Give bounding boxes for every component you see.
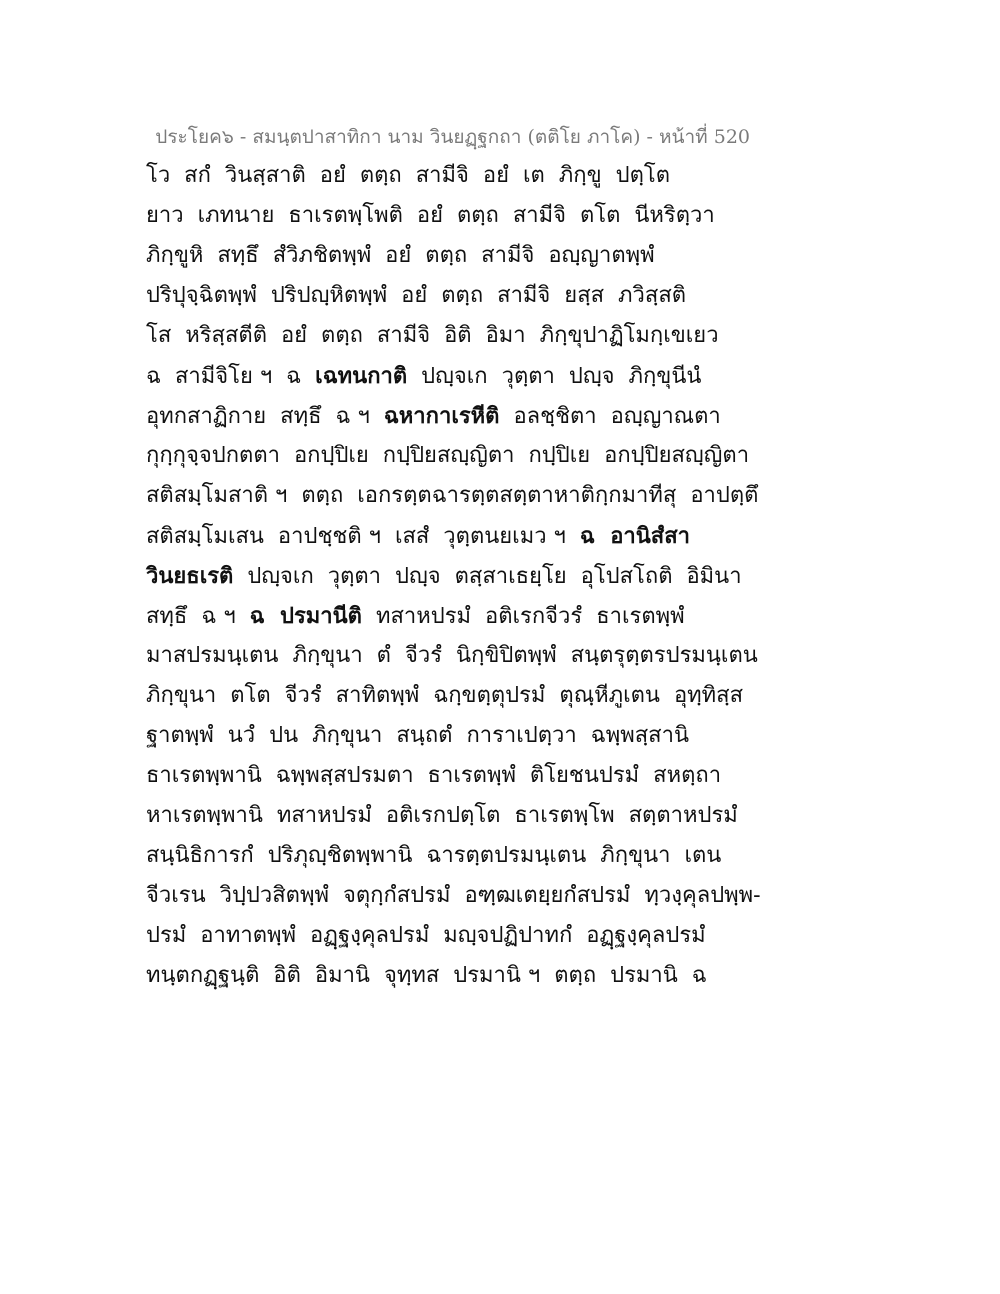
text-segment: ฉ สามีจิโย ฯ ฉ <box>146 364 316 389</box>
bold-term: ฉ อานิสํสา <box>579 523 691 549</box>
text-segment: สติสมฺโมสาติ ฯ ตตฺถ เอกรตฺตฉารตฺตสตฺตาหาติกฺกมาทีสุ อาปตฺตึ <box>146 483 759 508</box>
text-line <box>146 836 846 876</box>
text-line <box>146 636 846 676</box>
text-segment: สติสมฺโมเสน อาปชฺชติ ฯ เสสํ วุตฺตนยเมว ฯ <box>146 524 580 549</box>
text-segment: จีวเรน วิปฺปวสิตพฺพํ จตุกฺกํสปรมํ อฑฺฒเตยฺยกํสปรมํ ทฺวงฺคุลปพฺพ- <box>146 883 761 908</box>
text-segment: ภิกฺขูหิ สทฺธึ สํวิภชิตพฺพํ อยํ ตตฺถ สามีจิ อญฺญาตพฺพํ <box>146 243 655 268</box>
bold-term: ฉ ปรมานีติ <box>249 603 362 629</box>
text-segment: ปญฺจเก วุตฺตา ปญฺจ ภิกฺขุนีนํ <box>407 364 702 389</box>
text-line <box>146 436 846 476</box>
text-line <box>146 316 846 356</box>
text-line <box>146 876 846 916</box>
text-line <box>146 276 846 316</box>
body-text <box>146 156 846 996</box>
text-segment: มาสปรมนฺเตน ภิกฺขุนา ตํ จีวรํ นิกฺขิปิตพฺพํ สนฺตรุตฺตรปรมนฺเตน <box>146 643 758 668</box>
text-line <box>146 596 846 636</box>
text-segment: ภิกฺขุนา ตโต จีวรํ สาทิตพฺพํ ฉกฺขตฺตุปรมํ ตุณฺหีภูเตน อุทฺทิสฺส <box>146 683 744 708</box>
text-segment: โว สกํ วินสฺสาติ อยํ ตตฺถ สามีจิ อยํ เต ภิกฺขู ปตฺโต <box>146 163 670 188</box>
text-line <box>146 956 846 996</box>
text-line <box>146 556 846 596</box>
text-line <box>146 156 846 196</box>
running-header: ประโยค๖ - สมนฺตปาสาทิกา นาม วินยฏฺฐกถา (ตติโย ภาโค) - หน้าที่ 520 <box>155 126 750 148</box>
text-segment: ทสาหปรมํ อติเรกจีวรํ ธาเรตพฺพํ <box>361 604 685 629</box>
text-line <box>146 476 846 516</box>
text-line <box>146 916 846 956</box>
bold-term: วินยธเรติ <box>146 563 234 589</box>
text-segment: ธาเรตพฺพานิ ฉพฺพสฺสปรมตา ธาเรตพฺพํ ติโยชนปรมํ สหตฺถา <box>146 763 722 788</box>
text-segment: โส หริสฺสตีติ อยํ ตตฺถ สามีจิ อิติ อิมา ภิกฺขุปาฏิโมกฺเขเยว <box>146 323 719 348</box>
text-segment: ปริปุจฺฉิตพฺพํ ปริปญฺหิตพฺพํ อยํ ตตฺถ สามีจิ ยสฺส ภวิสฺสติ <box>146 283 687 308</box>
text-line <box>146 356 846 396</box>
bold-term: ฉหากาเรหีติ <box>383 403 500 429</box>
text-segment: สทฺธึ ฉ ฯ <box>146 604 250 629</box>
text-segment: สนฺนิธิการกํ ปริภุญฺชิตพฺพานิ ฉารตฺตปรมนฺเตน ภิกฺขุนา เตน <box>146 843 722 868</box>
text-line <box>146 516 846 556</box>
text-segment: ปญฺจเก วุตฺตา ปญฺจ ตสฺสาเธยฺโย อุโปสโถติ อิมินา <box>233 564 742 589</box>
text-line <box>146 236 846 276</box>
text-segment: ยาว เภทนาย ธาเรตพฺโพติ อยํ ตตฺถ สามีจิ ตโต นีหริตฺวา <box>146 203 715 228</box>
text-line <box>146 196 846 236</box>
bold-term: เฉทนกาติ <box>315 363 408 389</box>
text-line <box>146 716 846 756</box>
text-line <box>146 796 846 836</box>
text-line <box>146 396 846 436</box>
text-segment: ปรมํ อาทาตพฺพํ อฏฺฐงฺคุลปรมํ มญฺจปฏิปาทกํ อฏฺฐงฺคุลปรมํ <box>146 923 706 948</box>
text-segment: ทนฺตกฏฺฐนฺติ อิติ อิมานิ จุทฺทส ปรมานิ ฯ ตตฺถ ปรมานิ ฉ <box>146 963 707 988</box>
text-segment: ฐาตพฺพํ นวํ ปน ภิกฺขุนา สนฺถตํ การาเปตฺวา ฉพฺพสฺสานิ <box>146 723 689 748</box>
text-segment: อลชฺชิตา อญฺญาณตา <box>499 404 721 429</box>
text-segment: กุกฺกุจฺจปกตตา อกปฺปิเย กปฺปิยสญฺญิตา กปฺปิเย อกปฺปิยสญฺญิตา <box>146 443 750 468</box>
text-line <box>146 676 846 716</box>
text-segment: หาเรตพฺพานิ ทสาหปรมํ อติเรกปตฺโต ธาเรตพฺโพ สตฺตาหปรมํ <box>146 803 738 828</box>
text-segment: อุทกสาฏิกาย สทฺธึ ฉ ฯ <box>146 404 384 429</box>
text-line <box>146 756 846 796</box>
